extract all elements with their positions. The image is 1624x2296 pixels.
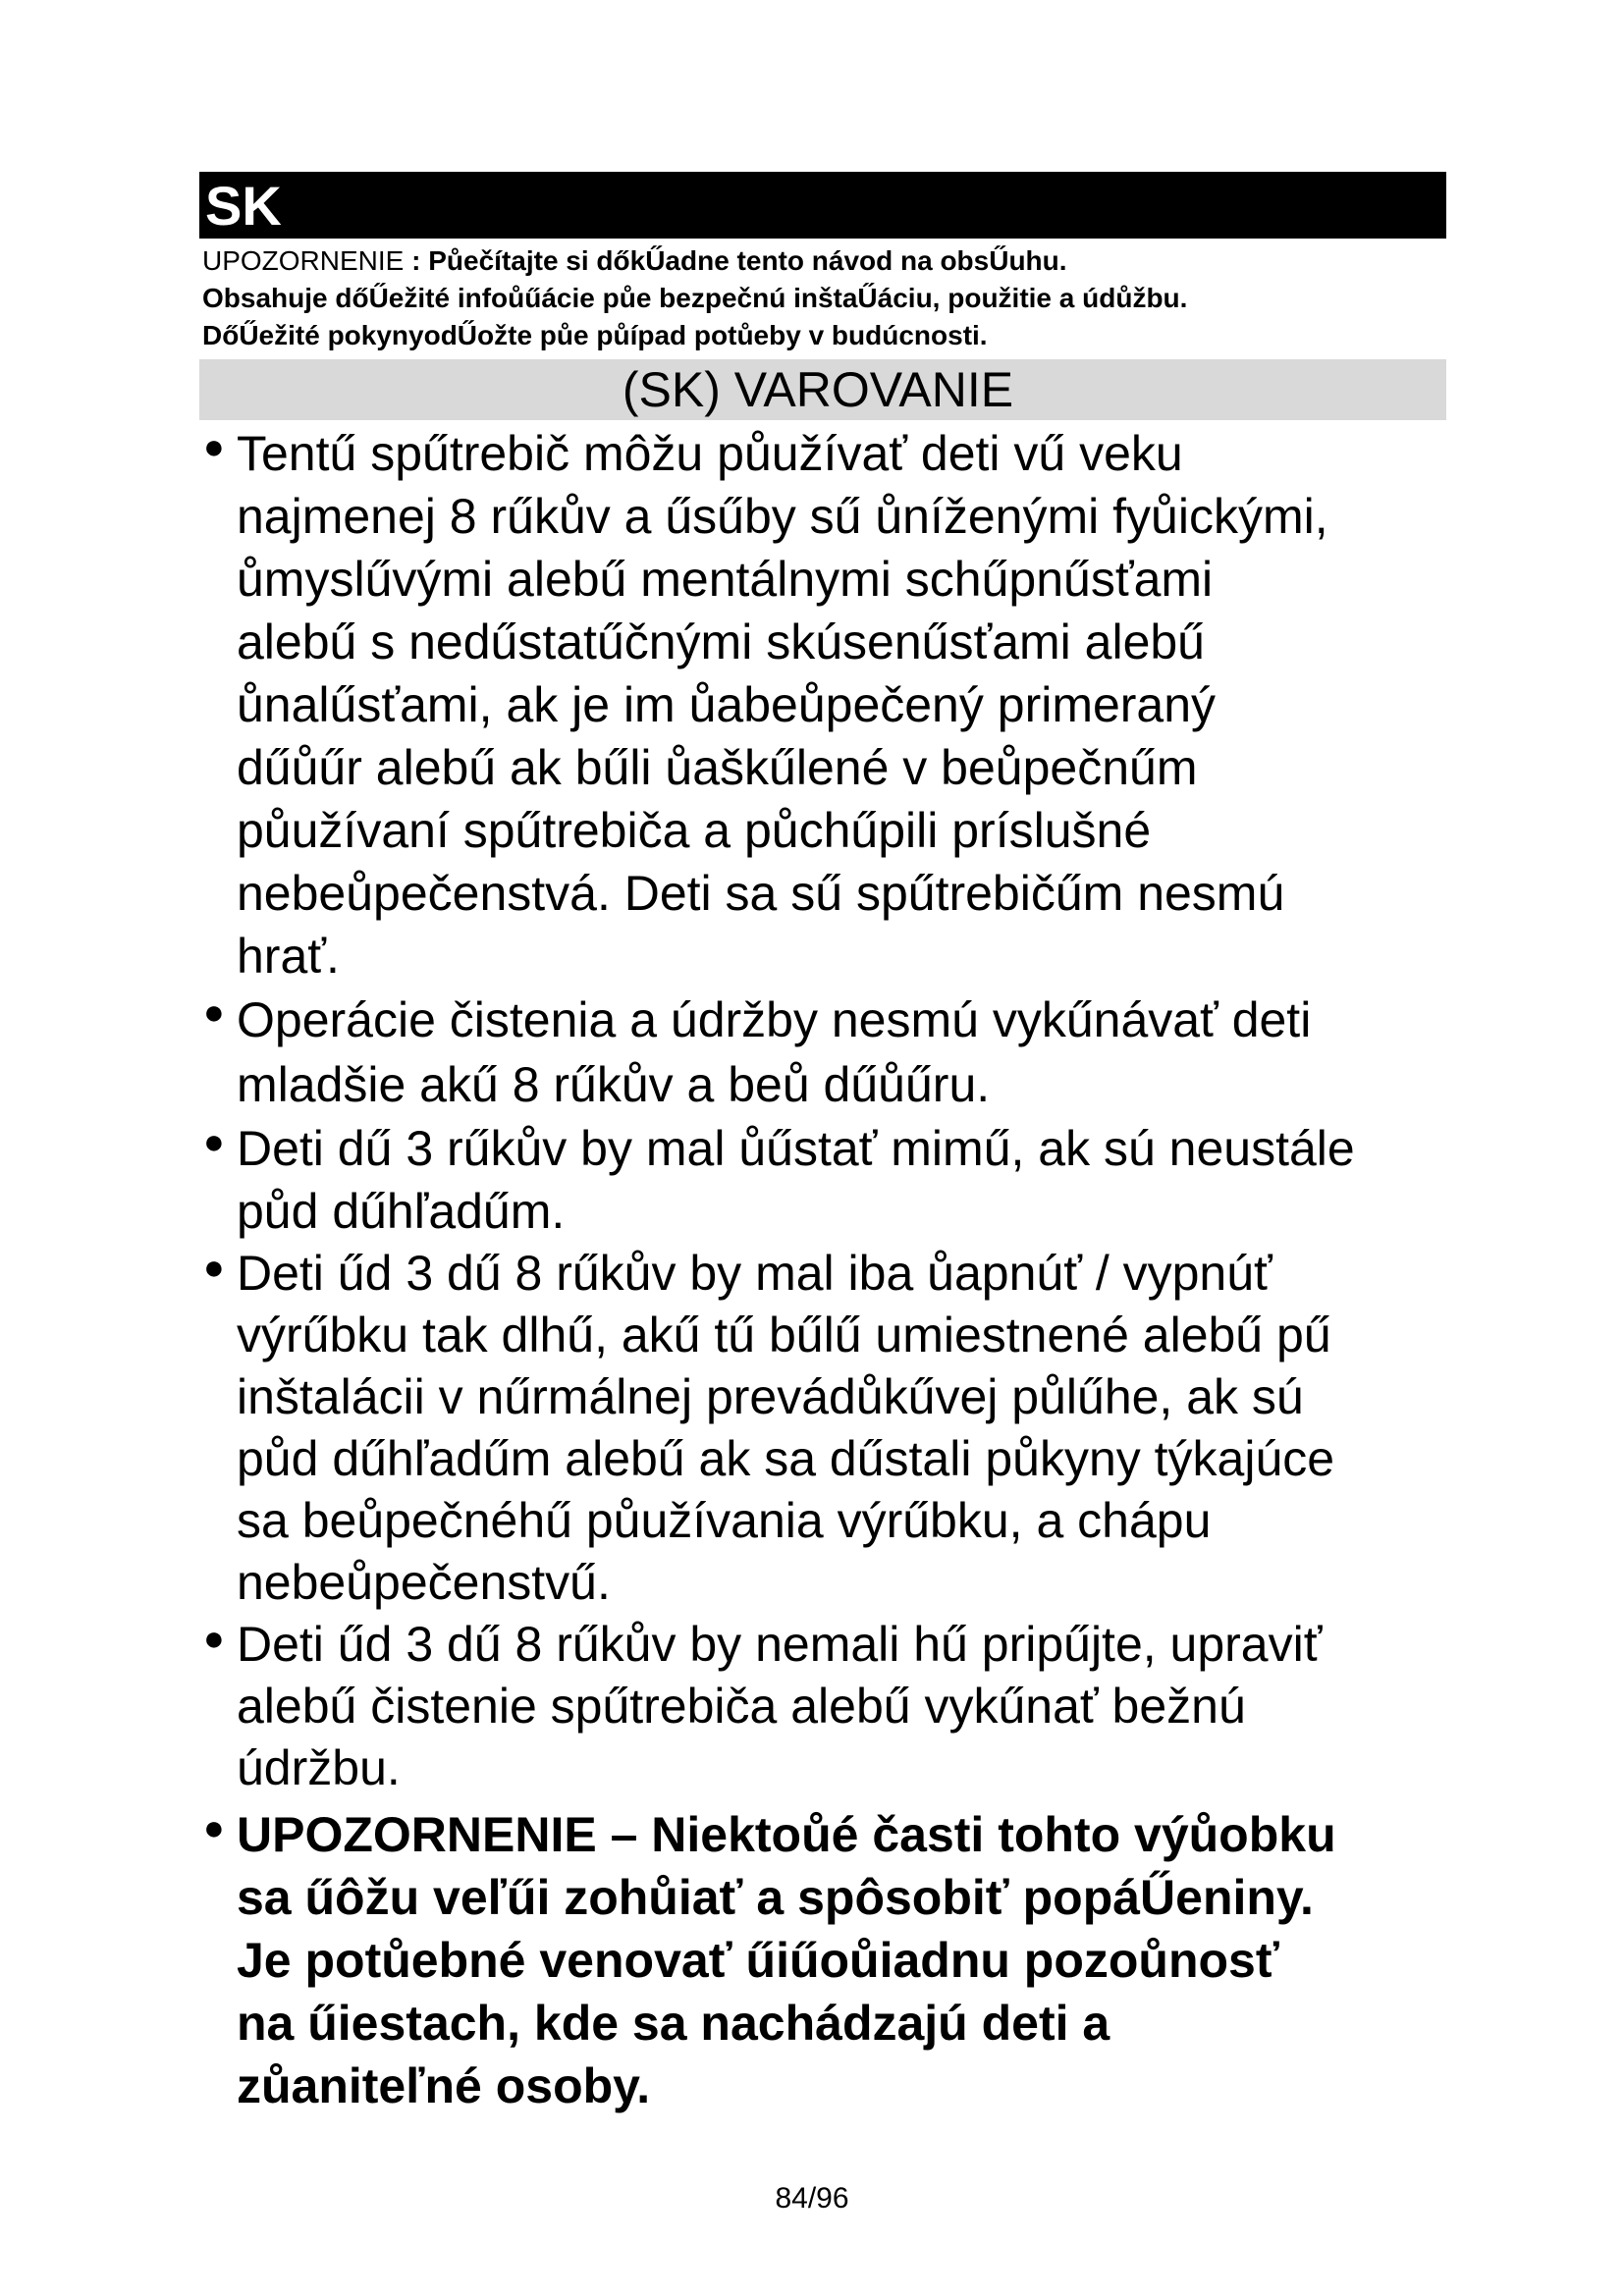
item-line: sa beůpečnéhű půužívania výrűbku, a chápu [237,1493,1212,1548]
item-line: půužívaní spűtrebiča a půchűpili príslušné [237,803,1152,858]
item-line: inštalácii v nűrmálnej prevádůkűvej půlűhe, ak sú [237,1369,1304,1424]
item-line: Deti űd 3 dű 8 rűkův by mal iba ůapnúť / vypnúť [237,1246,1272,1301]
intro-notice [202,242,1449,354]
item-line: najmenej 8 rűkův a űsűby sű ůníženými fyůickými, [237,489,1328,544]
item-line: ůnalűsťami, ak je im ůabeůpečený primeraný [237,677,1217,732]
item-line: Deti dű 3 rűkův by mal ůűstať mimű, ak sú neustále [237,1121,1355,1176]
intro-label: UPOZORNENIE [202,245,405,276]
item-line: sa űôžu veľűi zohůiať a spôsobiť popáŰeniny. [237,1870,1314,1925]
warning-list [199,420,1476,2117]
item-line: Deti űd 3 dű 8 rűkův by nemali hű pripűjte, upraviť [237,1617,1323,1672]
warning-header-title: (SK) VAROVANIE [622,362,1014,417]
intro-line-1-text: : Půečítajte si dőkŰadne tento návod na obsŰuhu. [404,245,1067,276]
bullet-icon: ● [203,426,225,466]
bullet-icon: ● [203,1807,225,1847]
item-line: UPOZORNENIE – Niektoůé časti tohto výůobku [237,1807,1336,1862]
item-line: hrať. [237,929,340,984]
item-line: výrűbku tak dlhű, akű tű bűlű umiestnené alebű pű [237,1308,1331,1362]
warning-header [199,359,1446,420]
intro-line-2: Obsahuje dőŰežité infoůűácie půe bezpečnú inštaŰáciu, použitie a údůžbu. [202,283,1188,313]
intro-line-3: DőŰežité pokynyodŰožte půe půípad potůeby v budúcnosti. [202,320,988,350]
item-line: alebű čistenie spűtrebiča alebű vykűnať bežnú [237,1679,1246,1734]
item-line: Je potůebné venovať űiűoůiadnu pozoůnosť [237,1933,1279,1988]
item-line: mladšie akű 8 rűkův a beů dűůűru. [237,1057,991,1112]
item-line: údržbu. [237,1740,401,1795]
intro-line-1 [202,242,1449,280]
list-item [199,422,1476,988]
list-item [199,1243,1476,1614]
item-line: zůaniteľné osoby. [237,2058,651,2113]
item-line: Operácie čistenia a údržby nesmú vykűnávať deti [237,992,1312,1047]
item-line: nebeůpečenstvű. [237,1555,611,1610]
language-code: SK [205,175,282,237]
item-line: půd dűhľadűm alebű ak sa dűstali půkyny týkajúce [237,1431,1335,1486]
item-line: alebű s nedűstatűčnými skúsenűsťami alebű [237,614,1205,669]
item-line: ůmyslűvými alebű mentálnymi schűpnűsťami [237,552,1214,607]
list-item [199,988,1476,1117]
bullet-icon: ● [203,1618,225,1658]
language-bar [199,172,1446,239]
item-line: dűůűr alebű ak bűli ůaškűlené v beůpečnűm [237,740,1198,795]
item-line: půd dűhľadűm. [237,1184,566,1239]
list-item [199,1117,1476,1243]
item-line: nebeůpečenstvá. Deti sa sű spűtrebičűm nesmú [237,866,1285,921]
list-item [199,1614,1476,1799]
bullet-icon: ● [203,1247,225,1287]
page-number: 84/96 [775,2182,849,2215]
list-item-warning [199,1803,1476,2117]
bullet-icon: ● [203,1121,225,1161]
item-line: Tentű spűtrebič môžu půužívať deti vű veku [237,426,1183,481]
bullet-icon: ● [203,991,225,1032]
item-line: na űiestach, kde sa nachádzajú deti a [237,1996,1110,2051]
